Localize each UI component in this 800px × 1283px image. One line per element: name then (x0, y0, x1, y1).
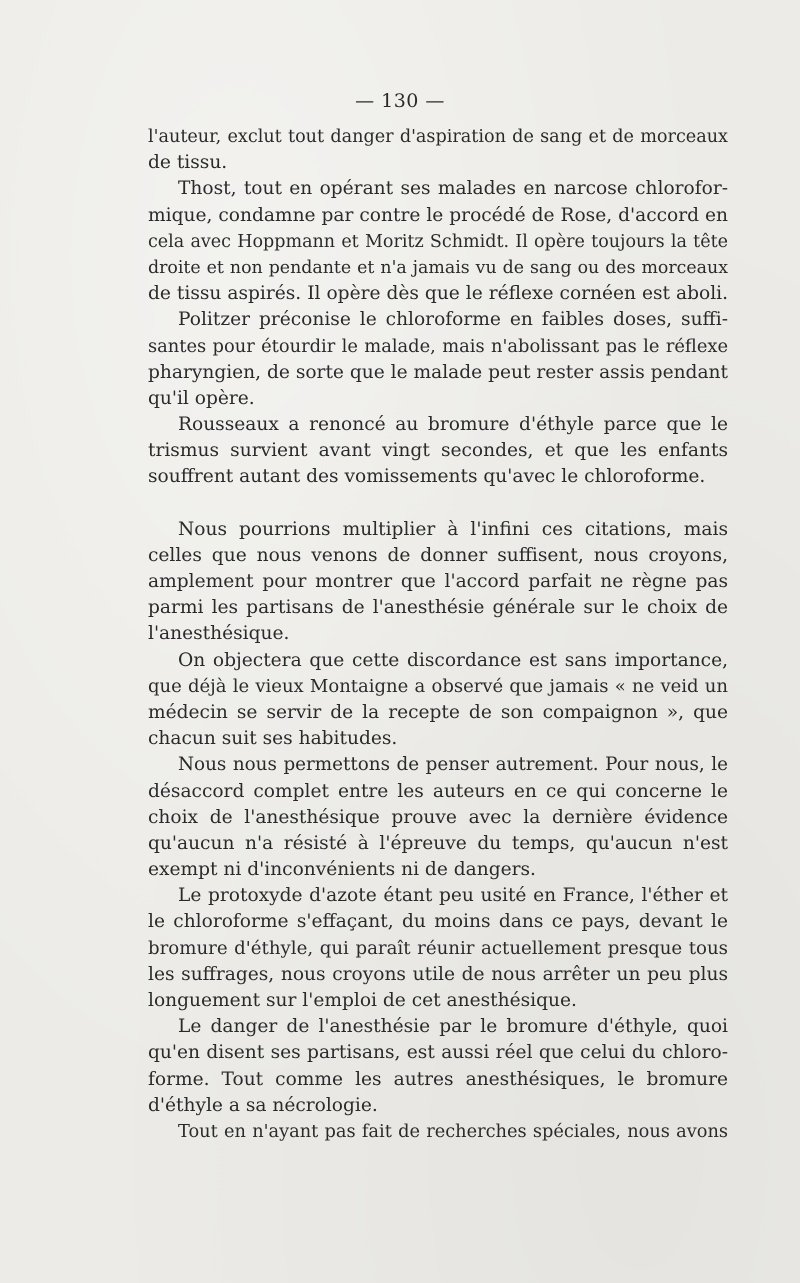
paragraph-citations (148, 517, 728, 648)
text-line: qu'aucun n'a résisté à l'épreuve du temps, qu'aucun n'est (148, 832, 728, 854)
text-line: le chloroforme s'effaçant, du moins dans ce pays, devant le (148, 911, 728, 933)
paragraph-politzer (148, 307, 728, 412)
paragraph-desaccord (148, 752, 728, 883)
body-text (148, 124, 728, 1145)
text-line: l'anesthésique. (148, 623, 290, 645)
text-line: amplement pour montrer que l'accord parfait ne règne pas (148, 571, 728, 592)
paragraph-montaigne (148, 648, 728, 753)
text-line: chacun suit ses habitudes. (148, 728, 398, 750)
section-gap (148, 491, 728, 517)
text-line: pharyngien, de sorte que le malade peut rester assis pendant (148, 361, 728, 383)
page-number: — 130 — (355, 90, 445, 112)
text-line: On objectera que cette discordance est sans importance, (178, 649, 728, 671)
text-line: celles que nous venons de donner suffisent, nous croyons, (148, 544, 728, 566)
text-line: bromure d'éthyle, qui paraît réunir actuellement presque tous (148, 937, 728, 959)
paragraph-danger (148, 1014, 728, 1119)
text-line: de tissu aspirés. Il opère dès que le réflexe cornéen est aboli. (148, 283, 728, 305)
text-line: d'éthyle a sa nécrologie. (148, 1094, 378, 1116)
paragraph-protoxyde (148, 883, 728, 1014)
text-line: désaccord complet entre les auteurs en ce qui concerne le (148, 780, 728, 802)
text-line: Thost, tout en opérant ses malades en narcose chlorofor- (178, 178, 728, 200)
text-line: cela avec Hoppmann et Moritz Schmidt. Il opère toujours la tête (148, 231, 728, 252)
text-line: Nous pourrions multiplier à l'infini ces citations, mais (178, 518, 728, 540)
text-line: droite et non pendante et n'a jamais vu de sang ou des morceaux (148, 257, 728, 278)
paragraph-recherches (148, 1119, 728, 1145)
text-line: médecin se servir de la recepte de son compaignon », que (148, 701, 728, 723)
text-line: l'auteur, exclut tout danger d'aspiration de sang et de morceaux (148, 127, 728, 147)
text-line: Nous nous permettons de penser autrement. Pour nous, le (178, 754, 728, 776)
text-line: Politzer préconise le chloroforme en faibles doses, suffi- (178, 309, 728, 331)
text-line: souffrent autant des vomissements qu'avec le chloroforme. (148, 466, 706, 488)
text-line: Rousseaux a renoncé au bromure d'éthyle parce que le (178, 414, 728, 436)
text-line: choix de l'anesthésique prouve avec la dernière évidence (148, 806, 728, 828)
paragraph-rousseaux (148, 412, 728, 491)
text-line: qu'en disent ses partisans, est aussi réel que celui du chloro- (148, 1042, 728, 1064)
text-line: Le danger de l'anesthésie par le bromure d'éthyle, quoi (178, 1016, 728, 1038)
paragraph-continuation (148, 124, 728, 176)
paragraph-thost (148, 176, 728, 307)
text-line: Le protoxyde d'azote étant peu usité en France, l'éther et (178, 885, 728, 907)
text-line: mique, condamne par contre le procédé de Rose, d'accord en (148, 204, 728, 226)
text-line: qu'il opère. (148, 387, 255, 409)
text-line: les suffrages, nous croyons utile de nous arrêter un peu plus (148, 963, 728, 985)
text-line: longuement sur l'emploi de cet anesthésique. (148, 990, 577, 1011)
text-line: Tout en n'ayant pas fait de recherches spéciales, nous avons (178, 1121, 728, 1142)
text-line: trismus survient avant vingt secondes, et que les enfants (148, 440, 728, 462)
text-line: de tissu. (148, 152, 228, 174)
text-line: parmi les partisans de l'anesthésie générale sur le choix de (148, 597, 728, 619)
text-line: exempt ni d'inconvénients ni de dangers. (148, 859, 536, 881)
text-line: que déjà le vieux Montaigne a observé que jamais « ne veid un (148, 675, 728, 697)
text-line: forme. Tout comme les autres anesthésiques, le bromure (148, 1068, 728, 1090)
text-line: santes pour étourdir le malade, mais n'abolissant pas le réflexe (148, 335, 728, 357)
